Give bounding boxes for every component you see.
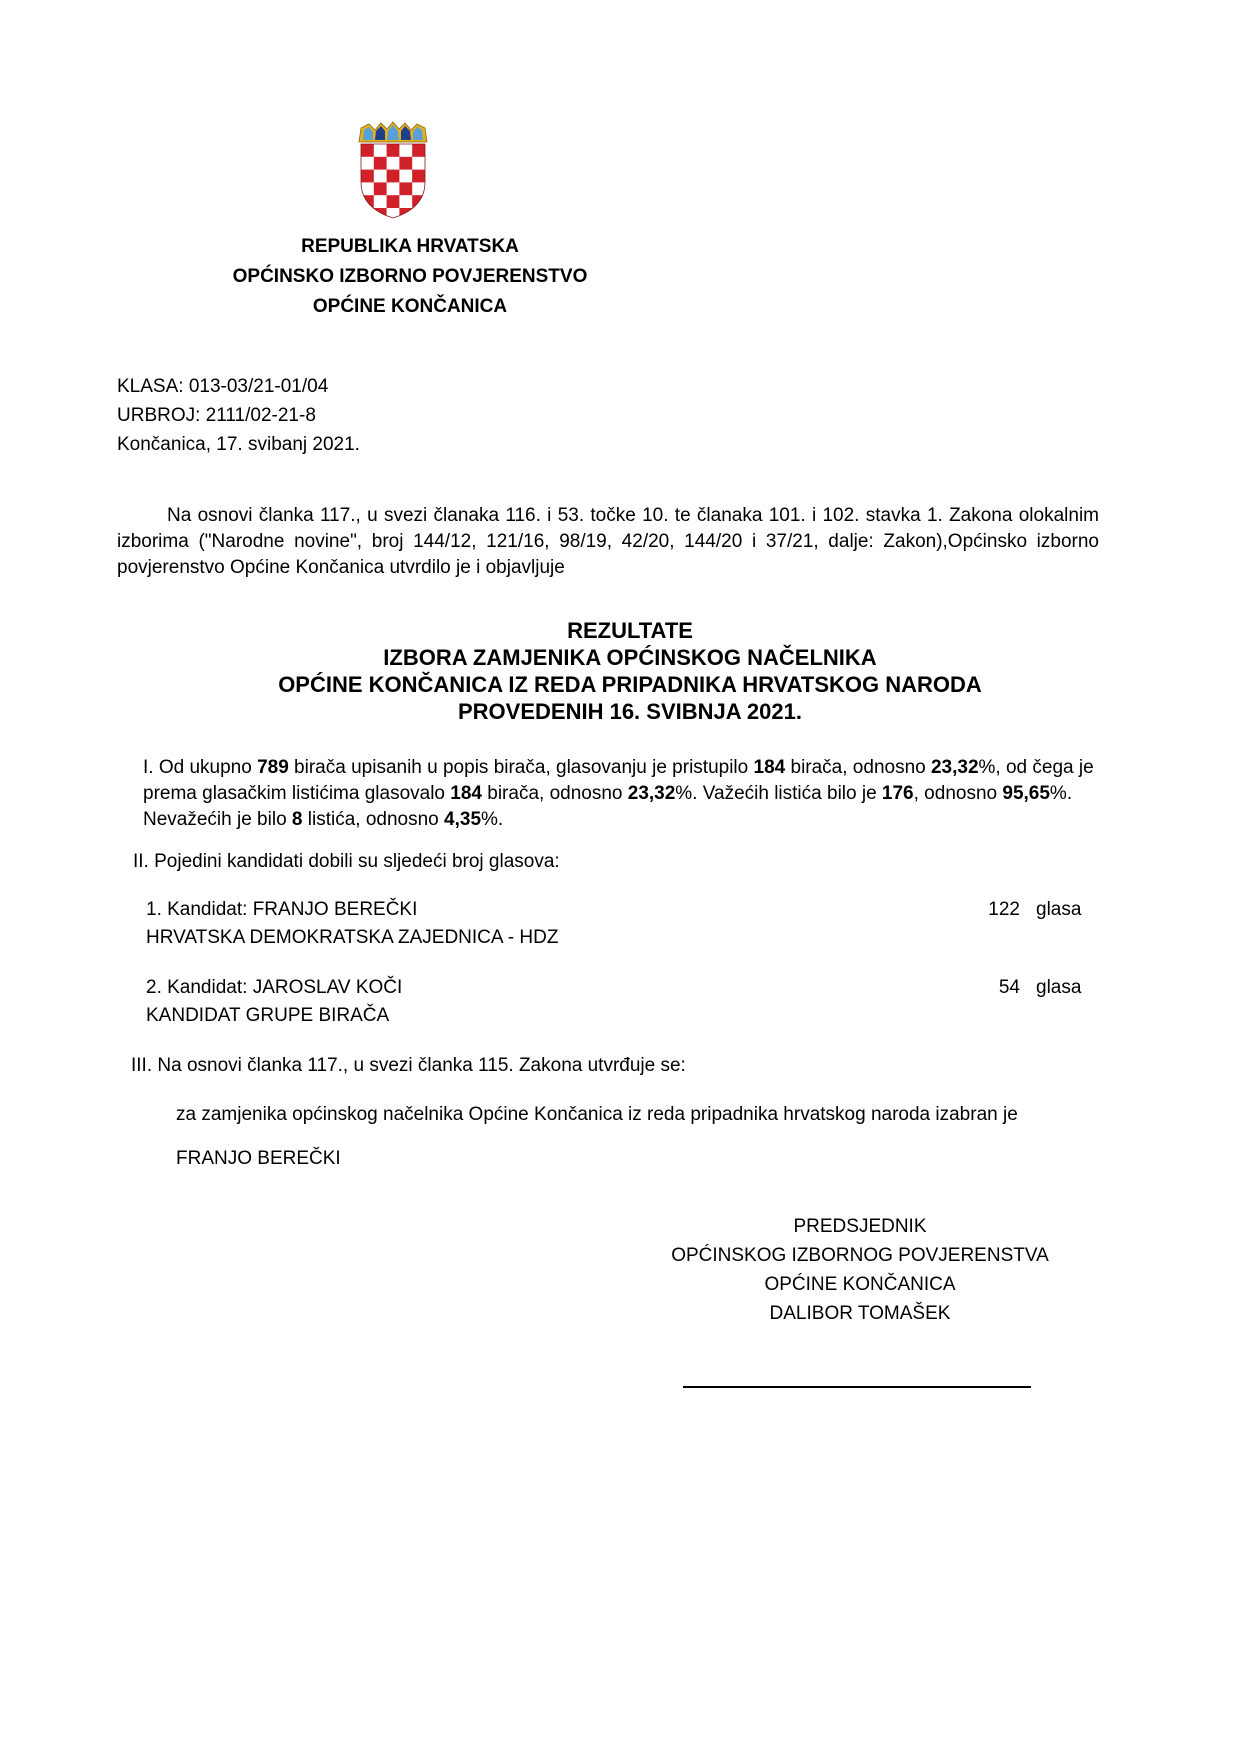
signature-name: DALIBOR TOMAŠEK <box>769 1303 951 1324</box>
candidate-1-votes: 122 <box>988 899 1020 920</box>
place-date: Končanica, 17. svibanj 2021. <box>117 434 360 455</box>
croatian-coat-of-arms-icon <box>355 120 431 220</box>
elected-candidate: FRANJO BEREČKI <box>176 1148 341 1169</box>
signature-commission: OPĆINSKOG IZBORNOG POVJERENSTVA <box>671 1245 1049 1266</box>
candidate-2-unit: glasa <box>1036 977 1082 998</box>
candidate-2-votes: 54 <box>998 977 1020 998</box>
section-2-heading: II. Pojedini kandidati dobili su sljedeći broj glasova: <box>133 851 560 872</box>
crown <box>359 122 427 142</box>
turnout-percent: 23,32 <box>930 757 979 778</box>
intro-paragraph: Na osnovi članka 117., u svezi članaka 116. i 53. točke 10. te članaka 101. i 102. stavka 1. Zakona olokalnim izborima ("Narodne novine", broj 144/12, 121/16, 98/19, 42/20, 144/20 i 37/21, dalje: Zakon),Općinsko izborno povjerenstvo Općine Končanica utvrdilo je i objavljuje <box>117 505 1099 578</box>
candidate-2-name: 2. Kandidat: JAROSLAV KOČI <box>146 977 403 998</box>
candidate-1-name: 1. Kandidat: FRANJO BEREČKI <box>146 899 418 920</box>
title-line4: PROVEDENIH 16. SVIBNJA 2021. <box>458 699 802 724</box>
section-1-paragraph: I. Od ukupno 789 birača upisanih u popis birača, glasovanju je pristupilo 184 birača, odnosno 23,32%, od čega je prema glasačkim listićima glasovalo 184 birača, odnosno 23,32%. Važećih listića bilo je 176, odnosno 95,65%. Nevažećih je bilo 8 listića, odnosno 4,35%. <box>143 757 1094 830</box>
header-republic: REPUBLIKA HRVATSKA <box>301 236 519 257</box>
section-3-heading: III. Na osnovi članka 117., u svezi članka 115. Zakona utvrđuje se: <box>131 1055 686 1076</box>
title-line2: IZBORA ZAMJENIKA OPĆINSKOG NAČELNIKA <box>383 645 877 670</box>
signature-line <box>683 1386 1031 1388</box>
turnout-voters: 184 <box>753 757 786 778</box>
invalid-ballots: 8 <box>291 809 303 830</box>
header-commission: OPĆINSKO IZBORNO POVJERENSTVO <box>232 266 588 287</box>
urbroj: URBROJ: 2111/02-21-8 <box>117 405 316 426</box>
candidate-2-party: KANDIDAT GRUPE BIRAČA <box>146 1005 390 1026</box>
header-municipality: OPĆINE KONČANICA <box>312 296 508 317</box>
checkerboard <box>361 144 425 220</box>
signature-municipality: OPĆINE KONČANICA <box>764 1274 956 1295</box>
voted-percent: 23,32 <box>627 783 676 804</box>
valid-ballots: 176 <box>881 783 914 804</box>
candidate-1-party: HRVATSKA DEMOKRATSKA ZAJEDNICA - HDZ <box>146 927 559 948</box>
section-3-statement: za zamjenika općinskog načelnika Općine Končanica iz reda pripadnika hrvatskog naroda izabran je <box>176 1104 1018 1125</box>
title-line3: OPĆINE KONČANICA IZ REDA PRIPADNIKA HRVATSKOG NARODA <box>278 672 982 697</box>
title-results: REZULTATE <box>567 618 693 643</box>
valid-percent: 95,65 <box>1002 783 1050 804</box>
signature-title: PREDSJEDNIK <box>793 1216 927 1237</box>
klasa: KLASA: 013-03/21-01/04 <box>117 376 329 397</box>
registered-voters: 789 <box>257 757 289 778</box>
invalid-percent: 4,35 <box>444 809 482 830</box>
candidate-1-unit: glasa <box>1036 899 1082 920</box>
voted-count: 184 <box>450 783 482 804</box>
